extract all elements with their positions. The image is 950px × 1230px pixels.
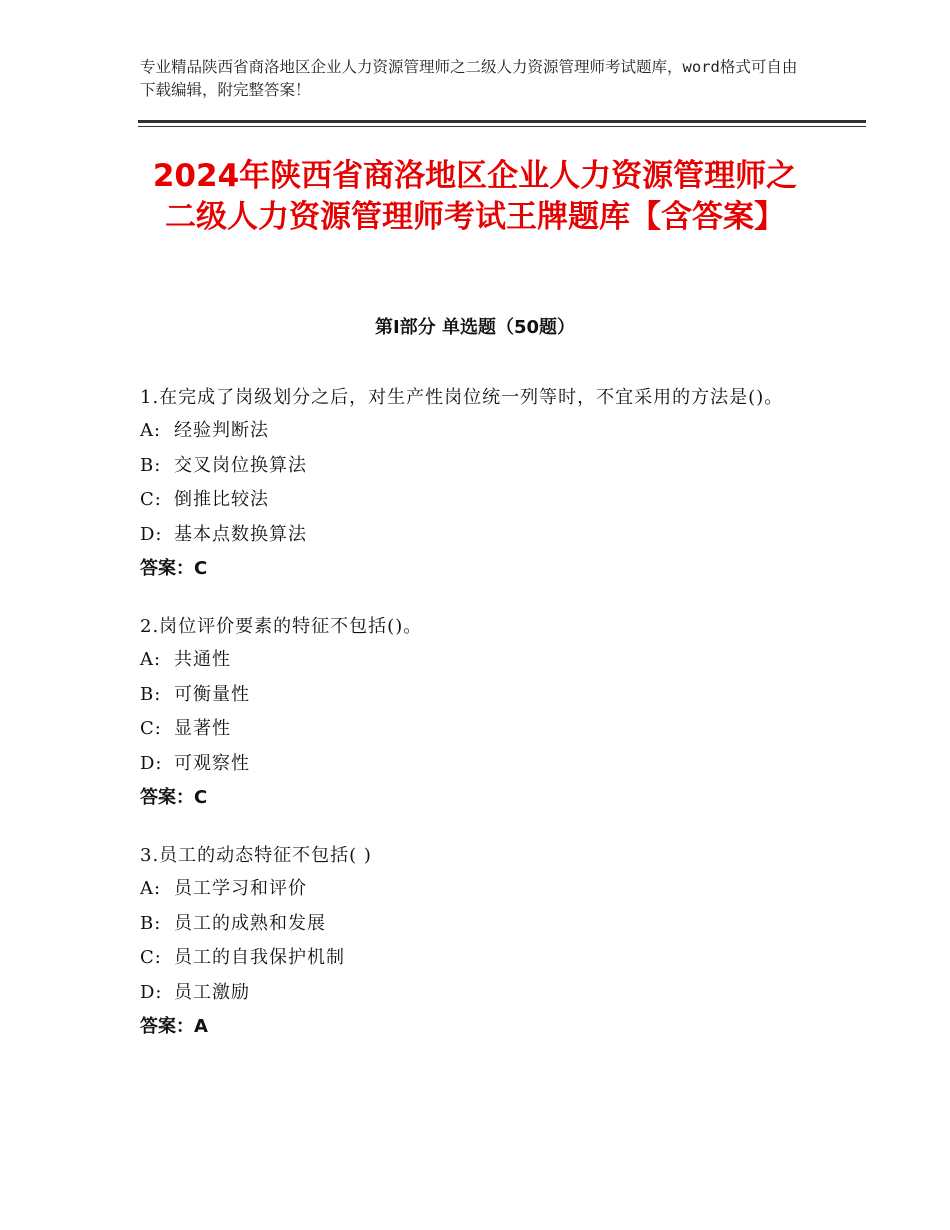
header-rule-thin: [138, 126, 866, 127]
question-stem: 2.岗位评价要素的特征不包括()。: [140, 616, 423, 637]
option-text: 员工的自我保护机制: [174, 947, 345, 968]
answer-line: 答案：A: [140, 1016, 208, 1037]
option-a: [140, 414, 820, 449]
question-list: [140, 381, 820, 1068]
option-letter: B:: [140, 683, 162, 705]
option-text: 员工的成熟和发展: [174, 912, 326, 934]
option-c: [140, 941, 820, 976]
question-stem: 1.在完成了岗级划分之后，对生产性岗位统一列等时，不宜采用的方法是()。: [140, 387, 784, 408]
header-note: 专业精品陕西省商洛地区企业人力资源管理师之二级人力资源管理师考试题库，word格式可自由下载编辑，附完整答案！: [140, 58, 798, 99]
option-d: [140, 976, 820, 1011]
question-3: [140, 839, 820, 1044]
question-stem: 3.员工的动态特征不包括( ): [140, 845, 372, 866]
option-c: [140, 483, 820, 518]
answer-line: 答案：C: [140, 787, 208, 808]
question-1: [140, 381, 820, 586]
option-d: [140, 518, 820, 553]
option-b: [140, 678, 820, 713]
option-text: 员工学习和评价: [174, 878, 307, 899]
option-letter: C:: [140, 947, 162, 968]
document-title: 2024年陕西省商洛地区企业人力资源管理师之二级人力资源管理师考试王牌题库【含答案】: [152, 158, 798, 235]
option-d: [140, 747, 820, 782]
option-letter: C:: [140, 718, 162, 739]
option-text: 员工激励: [174, 981, 250, 1003]
question-2: [140, 610, 820, 815]
answer-line: 答案：C: [140, 558, 208, 579]
option-letter: D:: [140, 752, 163, 774]
option-letter: A:: [140, 649, 162, 670]
header-rule-thick: [138, 120, 866, 123]
option-text: 可观察性: [174, 752, 250, 774]
option-text: 经验判断法: [174, 420, 269, 441]
option-b: [140, 907, 820, 942]
option-letter: D:: [140, 981, 163, 1003]
option-letter: D:: [140, 523, 163, 545]
option-text: 显著性: [174, 718, 231, 739]
option-letter: A:: [140, 420, 162, 441]
option-text: 基本点数换算法: [174, 523, 307, 545]
option-a: [140, 872, 820, 907]
option-letter: A:: [140, 878, 162, 899]
option-text: 倒推比较法: [174, 489, 269, 510]
option-text: 共通性: [174, 649, 231, 670]
option-text: 交叉岗位换算法: [174, 454, 307, 476]
option-c: [140, 712, 820, 747]
option-letter: C:: [140, 489, 162, 510]
option-a: [140, 643, 820, 678]
option-letter: B:: [140, 454, 162, 476]
option-letter: B:: [140, 912, 162, 934]
option-text: 可衡量性: [174, 683, 250, 705]
section-title: 第Ⅰ部分 单选题（50题）: [374, 317, 575, 338]
option-b: [140, 449, 820, 484]
